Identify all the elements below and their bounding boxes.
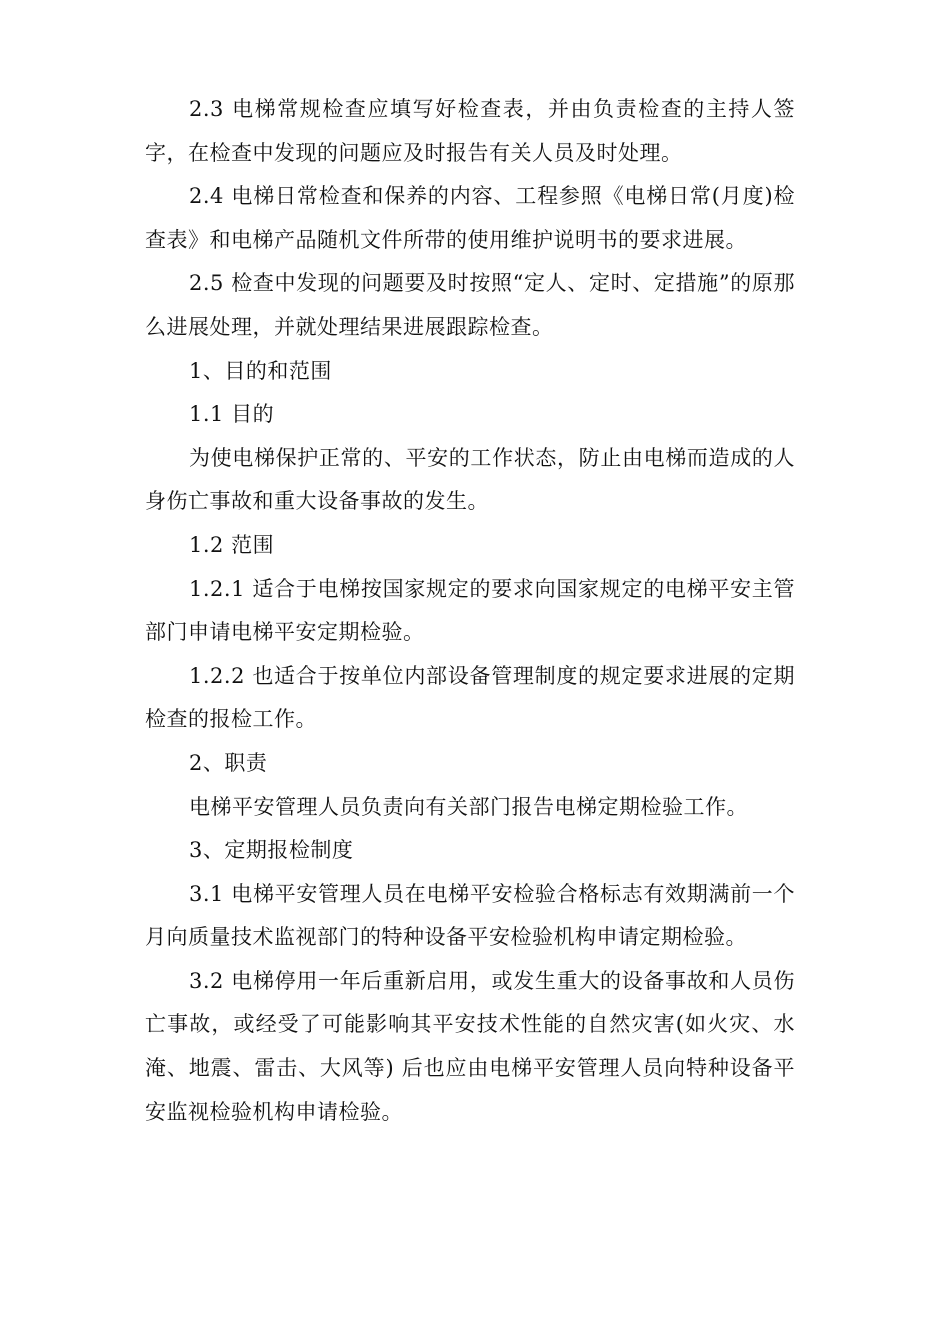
heading-inspection-system: 3、定期报检制度 (189, 838, 354, 863)
paragraph-3-2: 3.2 电梯停用一年后重新启用，或发生重大的设备事故和人员伤亡事故，或经受了可能影响其平安技术性能的自然灾害(如火灾、水淹、地震、雷击、大风等) 后也应由电梯平安管理人员向特种设备平安监视检验机构申请检验。 (145, 968, 795, 1124)
paragraph-1-2-2: 1.2.2 也适合于按单位内部设备管理制度的规定要求进展的定期检查的报检工作。 (145, 663, 795, 732)
paragraph-2-5: 2.5 检查中发现的问题要及时按照“定人、定时、定措施”的原那么进展处理，并就处理结果进展跟踪检查。 (145, 271, 795, 339)
heading-purpose: 1.1 目的 (189, 402, 275, 427)
heading-scope: 1.2 范围 (189, 532, 275, 557)
heading-duties: 2、职责 (189, 750, 268, 775)
document-body (145, 88, 795, 1134)
paragraph-3-1: 3.1 电梯平安管理人员在电梯平安检验合格标志有效期满前一个月向质量技术监视部门的特种设备平安检验机构申请定期检验。 (145, 881, 795, 950)
paragraph-purpose: 为使电梯保护正常的、平安的工作状态，防止由电梯而造成的人身伤亡事故和重大设备事故的发生。 (145, 445, 795, 514)
paragraph-duties: 电梯平安管理人员负责向有关部门报告电梯定期检验工作。 (189, 794, 748, 819)
paragraph-2-3: 2.3 电梯常规检查应填写好检查表，并由负责检查的主持人签字，在检查中发现的问题应及时报告有关人员及时处理。 (145, 97, 795, 165)
paragraph-1-2-1: 1.2.1 适合于电梯按国家规定的要求向国家规定的电梯平安主管部门申请电梯平安定期检验。 (145, 576, 795, 645)
heading-purpose-scope: 1、目的和范围 (189, 358, 332, 383)
paragraph-2-4: 2.4 电梯日常检查和保养的内容、工程参照《电梯日常(月度)检查表》和电梯产品随机文件所带的使用维护说明书的要求进展。 (145, 184, 795, 252)
